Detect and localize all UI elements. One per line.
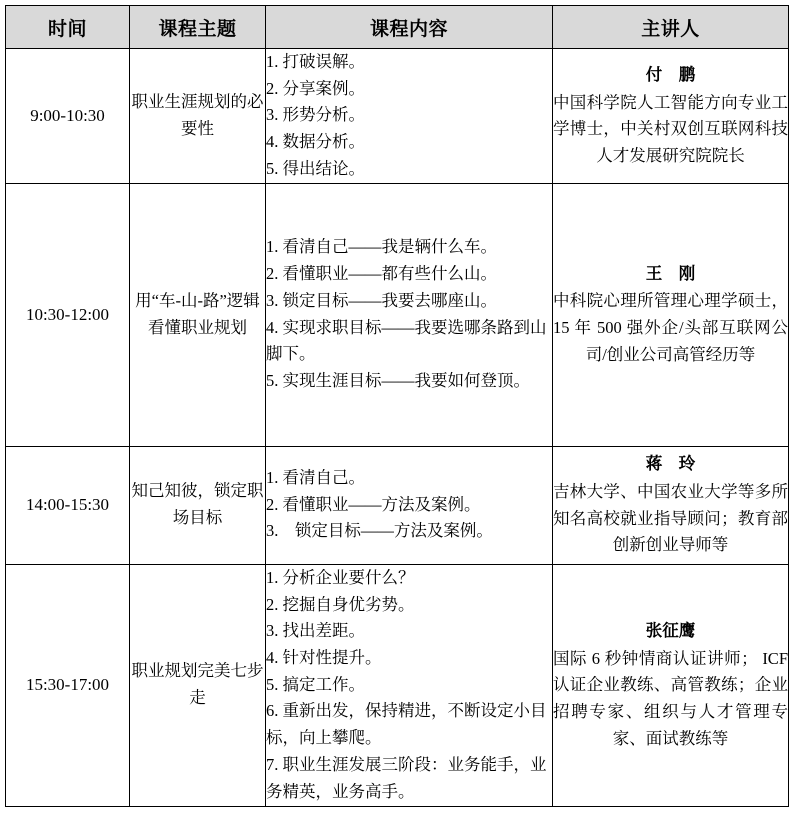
content-list-item: 4. 针对性提升。 — [266, 648, 382, 668]
content-list — [266, 49, 552, 183]
course-schedule-container — [5, 5, 788, 807]
content-list-item: 5. 搞定工作。 — [266, 674, 365, 694]
speaker-name: 王 刚 — [645, 263, 696, 283]
speaker-bio: 国际 6 秒钟情商认证讲师； ICF 认证企业教练、高管教练；企业招聘专家、组织与人才管理专家、面试教练等 — [553, 648, 788, 748]
content-list-item: 1. 打破误解。 — [266, 52, 365, 71]
cell-time: 14:00-15:30 — [6, 446, 130, 564]
table-row — [6, 564, 789, 806]
table-row — [6, 446, 789, 564]
cell-content — [266, 564, 553, 806]
content-list-item: 7. 职业生涯发展三阶段：业务能手，业务精英，业务高手。 — [266, 754, 547, 801]
content-list — [266, 565, 552, 805]
course-schedule-table — [5, 5, 789, 807]
content-list-item: 3. 找出差距。 — [266, 621, 365, 641]
cell-topic: 知己知彼，锁定职场目标 — [130, 446, 266, 564]
content-list-item: 3. 锁定目标——方法及案例。 — [266, 521, 493, 541]
content-list-item: 2. 分享案例。 — [266, 78, 365, 98]
content-list-item: 3. 锁定目标——我要去哪座山。 — [266, 290, 497, 310]
column-header-topic: 课程主题 — [130, 6, 266, 49]
table-body — [6, 49, 789, 807]
cell-speaker — [553, 564, 789, 806]
content-list-item: 4. 实现求职目标——我要选哪条路到山脚下。 — [266, 317, 547, 364]
content-list-item: 5. 得出结论。 — [266, 158, 365, 178]
table-header — [6, 6, 789, 49]
content-list — [266, 234, 552, 394]
cell-speaker — [553, 49, 789, 184]
speaker-name: 付 鹏 — [645, 64, 696, 84]
cell-topic: 职业生涯规划的必要性 — [130, 49, 266, 184]
speaker-bio: 中国科学院人工智能方向专业工学博士，中关村双创互联网科技人才发展研究院院长 — [553, 92, 788, 166]
content-list-item: 4. 数据分析。 — [266, 132, 365, 152]
cell-speaker — [553, 446, 789, 564]
cell-topic: 职业规划完美七步走 — [130, 564, 266, 806]
column-header-time: 时间 — [6, 6, 130, 49]
speaker-bio: 中科院心理所管理心理学硕士，15 年 500 强外企/头部互联网公司/创业公司高管经历等 — [553, 291, 788, 364]
table-header-row — [6, 6, 789, 49]
cell-content — [266, 183, 553, 446]
table-row — [6, 183, 789, 446]
speaker-name: 张征鹰 — [645, 620, 696, 640]
speaker-name: 蒋 玲 — [645, 454, 696, 474]
table-row — [6, 49, 789, 184]
content-list-item: 2. 看懂职业——都有些什么山。 — [266, 264, 497, 284]
content-list-item: 1. 看清自己——我是辆什么车。 — [266, 237, 497, 257]
column-header-speaker: 主讲人 — [553, 6, 789, 49]
cell-time: 9:00-10:30 — [6, 49, 130, 184]
content-list-item: 2. 看懂职业——方法及案例。 — [266, 494, 481, 514]
content-list-item: 1. 分析企业要什么？ — [266, 567, 415, 587]
cell-content — [266, 446, 553, 564]
column-header-content: 课程内容 — [266, 6, 553, 49]
speaker-bio: 吉林大学、中国农业大学等多所知名高校就业指导顾问；教育部创新创业导师等 — [553, 481, 788, 555]
content-list-item: 3. 形势分析。 — [266, 105, 365, 125]
cell-time: 10:30-12:00 — [6, 183, 130, 446]
content-list-item: 2. 挖掘自身优劣势。 — [266, 594, 415, 614]
cell-time: 15:30-17:00 — [6, 564, 130, 806]
cell-speaker — [553, 183, 789, 446]
content-list-item: 6. 重新出发，保持精进，不断设定小目标，向上攀爬。 — [266, 701, 547, 748]
content-list — [266, 465, 552, 545]
cell-content — [266, 49, 553, 184]
content-list-item: 1. 看清自己。 — [266, 468, 365, 488]
content-list-item: 5. 实现生涯目标——我要如何登顶。 — [266, 371, 530, 391]
cell-topic: 用“车-山-路”逻辑看懂职业规划 — [130, 183, 266, 446]
